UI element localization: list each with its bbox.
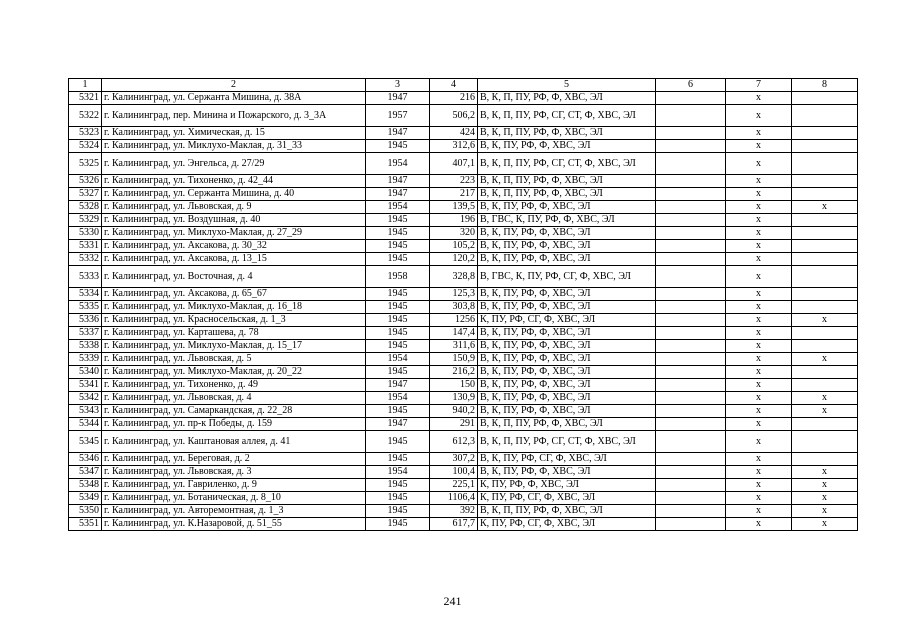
table-row [69,266,858,288]
build-year-cell: 1945 [366,479,430,492]
row-number-cell: 5340 [69,366,102,379]
build-year-cell: 1945 [366,431,430,453]
area-cell: 225,1 [430,479,478,492]
col-7-mark-cell: х [726,466,792,479]
col-6-mark-cell [656,405,726,418]
row-number-cell: 5333 [69,266,102,288]
register-table [68,78,858,531]
header-row [69,79,858,92]
header-col-4: 4 [430,79,478,92]
col-8-mark-cell [792,153,858,175]
address-cell: г. Калининград, ул. Тихоненко, д. 42_44 [102,175,366,188]
utilities-cell: В, К, П, ПУ, РФ, Ф, ХВС, ЭЛ [478,92,656,105]
col-6-mark-cell [656,379,726,392]
col-6-mark-cell [656,105,726,127]
col-6-mark-cell [656,188,726,201]
address-cell: г. Калининград, ул. пр-к Победы, д. 159 [102,418,366,431]
header-col-5: 5 [478,79,656,92]
area-cell: 1106,4 [430,492,478,505]
utilities-cell: В, К, П, ПУ, РФ, Ф, ХВС, ЭЛ [478,505,656,518]
address-cell: г. Калининград, ул. Львовская, д. 9 [102,201,366,214]
utilities-cell: К, ПУ, РФ, СГ, Ф, ХВС, ЭЛ [478,492,656,505]
build-year-cell: 1947 [366,188,430,201]
col-6-mark-cell [656,366,726,379]
col-7-mark-cell: х [726,153,792,175]
table-row [69,431,858,453]
row-number-cell: 5344 [69,418,102,431]
address-cell: г. Калининград, ул. Восточная, д. 4 [102,266,366,288]
address-cell: г. Калининград, ул. Каштановая аллея, д. 41 [102,431,366,453]
col-8-mark-cell: х [792,466,858,479]
build-year-cell: 1945 [366,253,430,266]
col-6-mark-cell [656,227,726,240]
area-cell: 303,8 [430,301,478,314]
table-body [69,92,858,531]
table-row [69,175,858,188]
build-year-cell: 1947 [366,92,430,105]
row-number-cell: 5343 [69,405,102,418]
col-8-mark-cell [792,366,858,379]
build-year-cell: 1945 [366,518,430,531]
area-cell: 150,9 [430,353,478,366]
address-cell: г. Калининград, ул. Аксакова, д. 30_32 [102,240,366,253]
address-cell: г. Калининград, ул. Аксакова, д. 65_67 [102,288,366,301]
area-cell: 940,2 [430,405,478,418]
area-cell: 147,4 [430,327,478,340]
table-row [69,405,858,418]
table-row [69,240,858,253]
area-cell: 407,1 [430,153,478,175]
utilities-cell: В, К, ПУ, РФ, Ф, ХВС, ЭЛ [478,392,656,405]
row-number-cell: 5346 [69,453,102,466]
col-6-mark-cell [656,301,726,314]
address-cell: г. Калининград, ул. Воздушная, д. 40 [102,214,366,227]
table-row [69,327,858,340]
address-cell: г. Калининград, ул. Миклухо-Маклая, д. 16_18 [102,301,366,314]
col-7-mark-cell: х [726,253,792,266]
row-number-cell: 5334 [69,288,102,301]
col-6-mark-cell [656,253,726,266]
address-cell: г. Калининград, ул. Тихоненко, д. 49 [102,379,366,392]
col-8-mark-cell: х [792,518,858,531]
build-year-cell: 1945 [366,301,430,314]
col-6-mark-cell [656,214,726,227]
col-6-mark-cell [656,518,726,531]
row-number-cell: 5332 [69,253,102,266]
build-year-cell: 1945 [366,327,430,340]
col-6-mark-cell [656,353,726,366]
col-6-mark-cell [656,392,726,405]
col-6-mark-cell [656,288,726,301]
table-row [69,153,858,175]
table-row [69,453,858,466]
address-cell: г. Калининград, ул. Береговая, д. 2 [102,453,366,466]
row-number-cell: 5328 [69,201,102,214]
utilities-cell: В, К, П, ПУ, РФ, Ф, ХВС, ЭЛ [478,188,656,201]
address-cell: г. Калининград, ул. Химическая, д. 15 [102,127,366,140]
header-col-6: 6 [656,79,726,92]
address-cell: г. Калининград, ул. Львовская, д. 3 [102,466,366,479]
row-number-cell: 5336 [69,314,102,327]
header-col-8: 8 [792,79,858,92]
utilities-cell: В, К, П, ПУ, РФ, Ф, ХВС, ЭЛ [478,175,656,188]
row-number-cell: 5335 [69,301,102,314]
col-7-mark-cell: х [726,175,792,188]
address-cell: г. Калининград, пер. Минина и Пожарского, д. 3_3А [102,105,366,127]
table-row [69,188,858,201]
col-8-mark-cell [792,140,858,153]
row-number-cell: 5324 [69,140,102,153]
col-7-mark-cell: х [726,431,792,453]
utilities-cell: В, К, П, ПУ, РФ, СГ, СТ, Ф, ХВС, ЭЛ [478,431,656,453]
build-year-cell: 1947 [366,418,430,431]
col-6-mark-cell [656,327,726,340]
col-7-mark-cell: х [726,518,792,531]
table-row [69,466,858,479]
area-cell: 506,2 [430,105,478,127]
col-7-mark-cell: х [726,105,792,127]
col-8-mark-cell: х [792,405,858,418]
build-year-cell: 1945 [366,366,430,379]
utilities-cell: В, К, ПУ, РФ, Ф, ХВС, ЭЛ [478,288,656,301]
area-cell: 216,2 [430,366,478,379]
col-8-mark-cell: х [792,492,858,505]
row-number-cell: 5341 [69,379,102,392]
col-8-mark-cell [792,214,858,227]
table-row [69,492,858,505]
table-row [69,105,858,127]
area-cell: 216 [430,92,478,105]
col-7-mark-cell: х [726,505,792,518]
area-cell: 105,2 [430,240,478,253]
table-row [69,518,858,531]
row-number-cell: 5323 [69,127,102,140]
utilities-cell: К, ПУ, РФ, СГ, Ф, ХВС, ЭЛ [478,518,656,531]
address-cell: г. Калининград, ул. Красносельская, д. 1_3 [102,314,366,327]
col-7-mark-cell: х [726,301,792,314]
col-7-mark-cell: х [726,453,792,466]
utilities-cell: В, К, ПУ, РФ, СГ, Ф, ХВС, ЭЛ [478,453,656,466]
area-cell: 291 [430,418,478,431]
utilities-cell: В, К, ПУ, РФ, Ф, ХВС, ЭЛ [478,353,656,366]
col-8-mark-cell [792,175,858,188]
utilities-cell: В, К, ПУ, РФ, Ф, ХВС, ЭЛ [478,140,656,153]
utilities-cell: В, К, П, ПУ, РФ, Ф, ХВС, ЭЛ [478,127,656,140]
area-cell: 130,9 [430,392,478,405]
col-7-mark-cell: х [726,314,792,327]
area-cell: 1256 [430,314,478,327]
row-number-cell: 5351 [69,518,102,531]
col-6-mark-cell [656,153,726,175]
col-8-mark-cell [792,453,858,466]
build-year-cell: 1945 [366,240,430,253]
table-row [69,418,858,431]
build-year-cell: 1947 [366,379,430,392]
col-7-mark-cell: х [726,340,792,353]
row-number-cell: 5326 [69,175,102,188]
row-number-cell: 5348 [69,479,102,492]
area-cell: 312,6 [430,140,478,153]
col-6-mark-cell [656,92,726,105]
address-cell: г. Калининград, ул. Гавриленко, д. 9 [102,479,366,492]
address-cell: г. Калининград, ул. Миклухо-Маклая, д. 15_17 [102,340,366,353]
col-7-mark-cell: х [726,392,792,405]
area-cell: 196 [430,214,478,227]
area-cell: 307,2 [430,453,478,466]
col-8-mark-cell [792,418,858,431]
build-year-cell: 1954 [366,353,430,366]
utilities-cell: В, К, П, ПУ, РФ, Ф, ХВС, ЭЛ [478,418,656,431]
row-number-cell: 5350 [69,505,102,518]
col-6-mark-cell [656,505,726,518]
build-year-cell: 1945 [366,492,430,505]
col-6-mark-cell [656,453,726,466]
build-year-cell: 1954 [366,201,430,214]
address-cell: г. Калининград, ул. Карташева, д. 78 [102,327,366,340]
build-year-cell: 1945 [366,405,430,418]
utilities-cell: В, К, ПУ, РФ, Ф, ХВС, ЭЛ [478,227,656,240]
utilities-cell: В, К, ПУ, РФ, Ф, ХВС, ЭЛ [478,327,656,340]
row-number-cell: 5347 [69,466,102,479]
table-row [69,227,858,240]
area-cell: 150 [430,379,478,392]
area-cell: 217 [430,188,478,201]
row-number-cell: 5345 [69,431,102,453]
build-year-cell: 1945 [366,453,430,466]
page-number: 241 [443,594,462,608]
area-cell: 320 [430,227,478,240]
row-number-cell: 5329 [69,214,102,227]
area-cell: 125,3 [430,288,478,301]
utilities-cell: В, К, П, ПУ, РФ, СГ, СТ, Ф, ХВС, ЭЛ [478,105,656,127]
header-col-1: 1 [69,79,102,92]
row-number-cell: 5337 [69,327,102,340]
col-6-mark-cell [656,492,726,505]
address-cell: г. Калининград, ул. Ботаническая, д. 8_10 [102,492,366,505]
col-8-mark-cell: х [792,505,858,518]
col-6-mark-cell [656,479,726,492]
table-row [69,379,858,392]
area-cell: 100,4 [430,466,478,479]
row-number-cell: 5321 [69,92,102,105]
col-7-mark-cell: х [726,479,792,492]
address-cell: г. Калининград, ул. Львовская, д. 5 [102,353,366,366]
utilities-cell: В, К, ПУ, РФ, Ф, ХВС, ЭЛ [478,405,656,418]
col-7-mark-cell: х [726,201,792,214]
area-cell: 328,8 [430,266,478,288]
col-8-mark-cell: х [792,314,858,327]
col-8-mark-cell [792,266,858,288]
build-year-cell: 1954 [366,392,430,405]
utilities-cell: В, ГВС, К, ПУ, РФ, СГ, Ф, ХВС, ЭЛ [478,266,656,288]
area-cell: 392 [430,505,478,518]
utilities-cell: К, ПУ, РФ, СГ, Ф, ХВС, ЭЛ [478,314,656,327]
col-7-mark-cell: х [726,327,792,340]
table-row [69,353,858,366]
address-cell: г. Калининград, ул. Миклухо-Маклая, д. 31_33 [102,140,366,153]
col-8-mark-cell: х [792,201,858,214]
table-row [69,392,858,405]
col-7-mark-cell: х [726,366,792,379]
col-8-mark-cell [792,92,858,105]
table-row [69,253,858,266]
utilities-cell: В, ГВС, К, ПУ, РФ, Ф, ХВС, ЭЛ [478,214,656,227]
address-cell: г. Калининград, ул. Энгельса, д. 27/29 [102,153,366,175]
col-7-mark-cell: х [726,405,792,418]
col-8-mark-cell [792,188,858,201]
col-6-mark-cell [656,240,726,253]
col-6-mark-cell [656,340,726,353]
address-cell: г. Калининград, ул. Миклухо-Маклая, д. 20_22 [102,366,366,379]
build-year-cell: 1945 [366,288,430,301]
build-year-cell: 1945 [366,505,430,518]
utilities-cell: В, К, ПУ, РФ, Ф, ХВС, ЭЛ [478,379,656,392]
table-row [69,340,858,353]
table-row [69,505,858,518]
area-cell: 617,7 [430,518,478,531]
build-year-cell: 1945 [366,340,430,353]
row-number-cell: 5327 [69,188,102,201]
area-cell: 120,2 [430,253,478,266]
col-8-mark-cell [792,127,858,140]
table-row [69,479,858,492]
row-number-cell: 5330 [69,227,102,240]
area-cell: 424 [430,127,478,140]
row-number-cell: 5349 [69,492,102,505]
col-7-mark-cell: х [726,379,792,392]
area-cell: 223 [430,175,478,188]
build-year-cell: 1957 [366,105,430,127]
table-row [69,127,858,140]
col-7-mark-cell: х [726,127,792,140]
col-7-mark-cell: х [726,227,792,240]
row-number-cell: 5331 [69,240,102,253]
col-7-mark-cell: х [726,214,792,227]
col-6-mark-cell [656,418,726,431]
col-8-mark-cell [792,301,858,314]
col-8-mark-cell: х [792,353,858,366]
col-7-mark-cell: х [726,240,792,253]
address-cell: г. Калининград, ул. Самаркандская, д. 22_28 [102,405,366,418]
header-col-3: 3 [366,79,430,92]
row-number-cell: 5342 [69,392,102,405]
col-7-mark-cell: х [726,140,792,153]
col-7-mark-cell: х [726,266,792,288]
col-8-mark-cell [792,240,858,253]
col-8-mark-cell [792,253,858,266]
utilities-cell: В, К, ПУ, РФ, Ф, ХВС, ЭЛ [478,240,656,253]
table-row [69,366,858,379]
utilities-cell: В, К, П, ПУ, РФ, СГ, СТ, Ф, ХВС, ЭЛ [478,153,656,175]
address-cell: г. Калининград, ул. Миклухо-Маклая, д. 27_29 [102,227,366,240]
utilities-cell: В, К, ПУ, РФ, Ф, ХВС, ЭЛ [478,340,656,353]
table-row [69,301,858,314]
col-7-mark-cell: х [726,418,792,431]
col-8-mark-cell [792,288,858,301]
col-6-mark-cell [656,466,726,479]
address-cell: г. Калининград, ул. Сержанта Мишина, д. 38А [102,92,366,105]
col-6-mark-cell [656,140,726,153]
utilities-cell: В, К, ПУ, РФ, Ф, ХВС, ЭЛ [478,301,656,314]
col-6-mark-cell [656,127,726,140]
utilities-cell: В, К, ПУ, РФ, Ф, ХВС, ЭЛ [478,253,656,266]
row-number-cell: 5325 [69,153,102,175]
table-row [69,140,858,153]
col-8-mark-cell [792,327,858,340]
build-year-cell: 1945 [366,314,430,327]
table-row [69,314,858,327]
table-row [69,288,858,301]
area-cell: 612,3 [430,431,478,453]
utilities-cell: В, К, ПУ, РФ, Ф, ХВС, ЭЛ [478,366,656,379]
build-year-cell: 1945 [366,140,430,153]
col-6-mark-cell [656,175,726,188]
utilities-cell: К, ПУ, РФ, Ф, ХВС, ЭЛ [478,479,656,492]
table-row [69,214,858,227]
utilities-cell: В, К, ПУ, РФ, Ф, ХВС, ЭЛ [478,201,656,214]
build-year-cell: 1945 [366,227,430,240]
build-year-cell: 1947 [366,127,430,140]
build-year-cell: 1954 [366,153,430,175]
table-row [69,201,858,214]
col-6-mark-cell [656,431,726,453]
row-number-cell: 5338 [69,340,102,353]
col-6-mark-cell [656,266,726,288]
area-cell: 311,6 [430,340,478,353]
col-8-mark-cell [792,227,858,240]
col-7-mark-cell: х [726,492,792,505]
build-year-cell: 1947 [366,175,430,188]
col-8-mark-cell [792,379,858,392]
area-cell: 139,5 [430,201,478,214]
address-cell: г. Калининград, ул. Львовская, д. 4 [102,392,366,405]
col-7-mark-cell: х [726,188,792,201]
col-7-mark-cell: х [726,353,792,366]
header-col-2: 2 [102,79,366,92]
row-number-cell: 5322 [69,105,102,127]
row-number-cell: 5339 [69,353,102,366]
col-6-mark-cell [656,201,726,214]
table-row [69,92,858,105]
address-cell: г. Калининград, ул. Аксакова, д. 13_15 [102,253,366,266]
build-year-cell: 1945 [366,214,430,227]
build-year-cell: 1958 [366,266,430,288]
col-8-mark-cell: х [792,392,858,405]
address-cell: г. Калининград, ул. К.Назаровой, д. 51_55 [102,518,366,531]
col-6-mark-cell [656,314,726,327]
col-8-mark-cell [792,105,858,127]
build-year-cell: 1954 [366,466,430,479]
header-col-7: 7 [726,79,792,92]
col-8-mark-cell: х [792,479,858,492]
address-cell: г. Калининград, ул. Сержанта Мишина, д. 40 [102,188,366,201]
col-8-mark-cell [792,431,858,453]
col-7-mark-cell: х [726,92,792,105]
utilities-cell: В, К, ПУ, РФ, Ф, ХВС, ЭЛ [478,466,656,479]
address-cell: г. Калининград, ул. Авторемонтная, д. 1_3 [102,505,366,518]
col-8-mark-cell [792,340,858,353]
col-7-mark-cell: х [726,288,792,301]
